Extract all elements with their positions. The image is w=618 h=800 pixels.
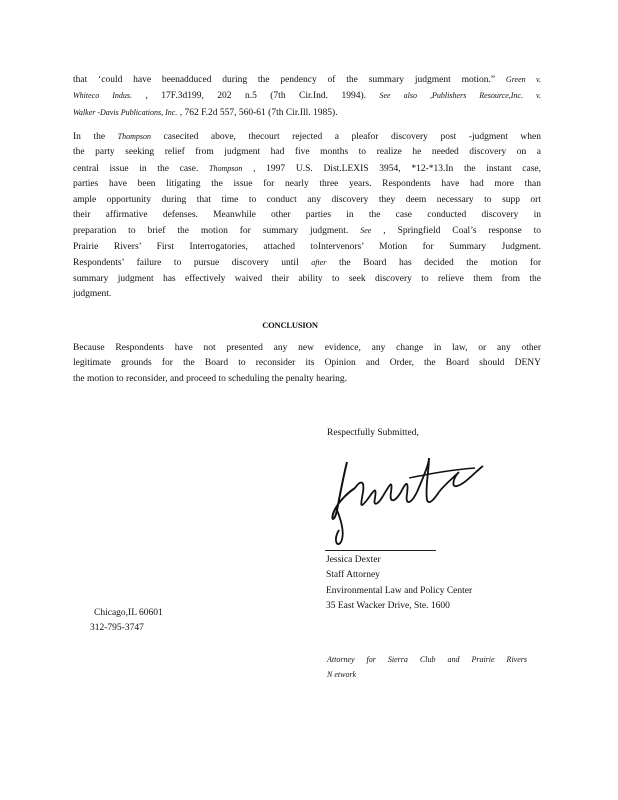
text-line: ample opportunity during that time to conduct any discovery they deem necessary to supp ort: [73, 194, 541, 205]
handwritten-signature: [325, 448, 490, 548]
signer-block: [326, 553, 472, 615]
text-line: the party seeking relief from judgment had five months to realize he needed discovery on a: [73, 147, 541, 158]
paragraph-continuation: [73, 72, 541, 121]
text-line: In the Thompson casecited above, thecourt rejected a pleafor discovery post -judgment when: [73, 132, 541, 142]
paragraph-thompson: [73, 129, 541, 302]
attorney-for-line: Attorney for Sierra Club and Prairie Rivers: [327, 655, 527, 664]
phone-line: 312-795-3747: [90, 623, 144, 634]
signature-rule: [325, 550, 436, 551]
attorney-for-block: [327, 652, 527, 683]
text-line: Respondents’ failure to pursue discovery until after the Board has decided the motion for: [73, 258, 542, 269]
signer-name: Jessica Dexter: [326, 555, 381, 565]
text-line: Whiteco Indus. , 17F.3d199, 202 n.5 (7th Cir.Ind. 1994). See also ,Publishers Resource,Inc. v.: [73, 91, 541, 102]
text-line: the motion to reconsider, and proceed to scheduling the penalty hearing.: [73, 373, 347, 384]
city-phone-block: [90, 606, 163, 637]
signer-address: 35 East Wacker Drive, Ste. 1600: [326, 601, 450, 612]
closing-line: Respectfully Submitted,: [327, 428, 419, 438]
text-line: parties have been litigating the issue for nearly three years. Respondents have had more than: [73, 179, 541, 190]
text-line: summary judgment has effectively waived their ability to seek discovery to relieve them from the: [73, 273, 541, 284]
text-line: that ‘could have beenadduced during the pendency of the summary judgment motion.” Green v.: [73, 75, 542, 85]
text-line: Walker -Davis Publications, Inc. , 762 F.2d 557, 560-61 (7th Cir.Ill. 1985).: [73, 107, 338, 118]
city-line: Chicago,IL 60601: [94, 608, 163, 618]
text-line: legitimate grounds for the Board to reconsider its Opinion and Order, the Board should DENY: [73, 358, 541, 369]
section-heading: CONCLUSION: [262, 320, 318, 330]
text-line: Because Respondents have not presented any new evidence, any change in law, or any other: [73, 343, 541, 353]
attorney-for-line: N etwork: [327, 670, 357, 680]
paragraph-conclusion: [73, 341, 541, 387]
text-line: Prairie Rivers’ First Interrogatories, attached toIntervenors’ Motion for Summary Judgment.: [73, 241, 541, 252]
text-line: preparation to brief the motion for summary judgment. See , Springfield Coal’s response to: [73, 226, 542, 237]
text-line: judgment.: [73, 289, 112, 300]
text-line: central issue in the case. Thompson , 1997 U.S. Dist.LEXIS 3954, *12-*13.In the instant case,: [73, 163, 542, 174]
signer-organization: Environmental Law and Policy Center: [326, 585, 473, 596]
signer-title: Staff Attorney: [326, 570, 380, 581]
text-line: their affirmative defenses. Meanwhile other parties in the case conducted discovery in: [73, 210, 541, 221]
